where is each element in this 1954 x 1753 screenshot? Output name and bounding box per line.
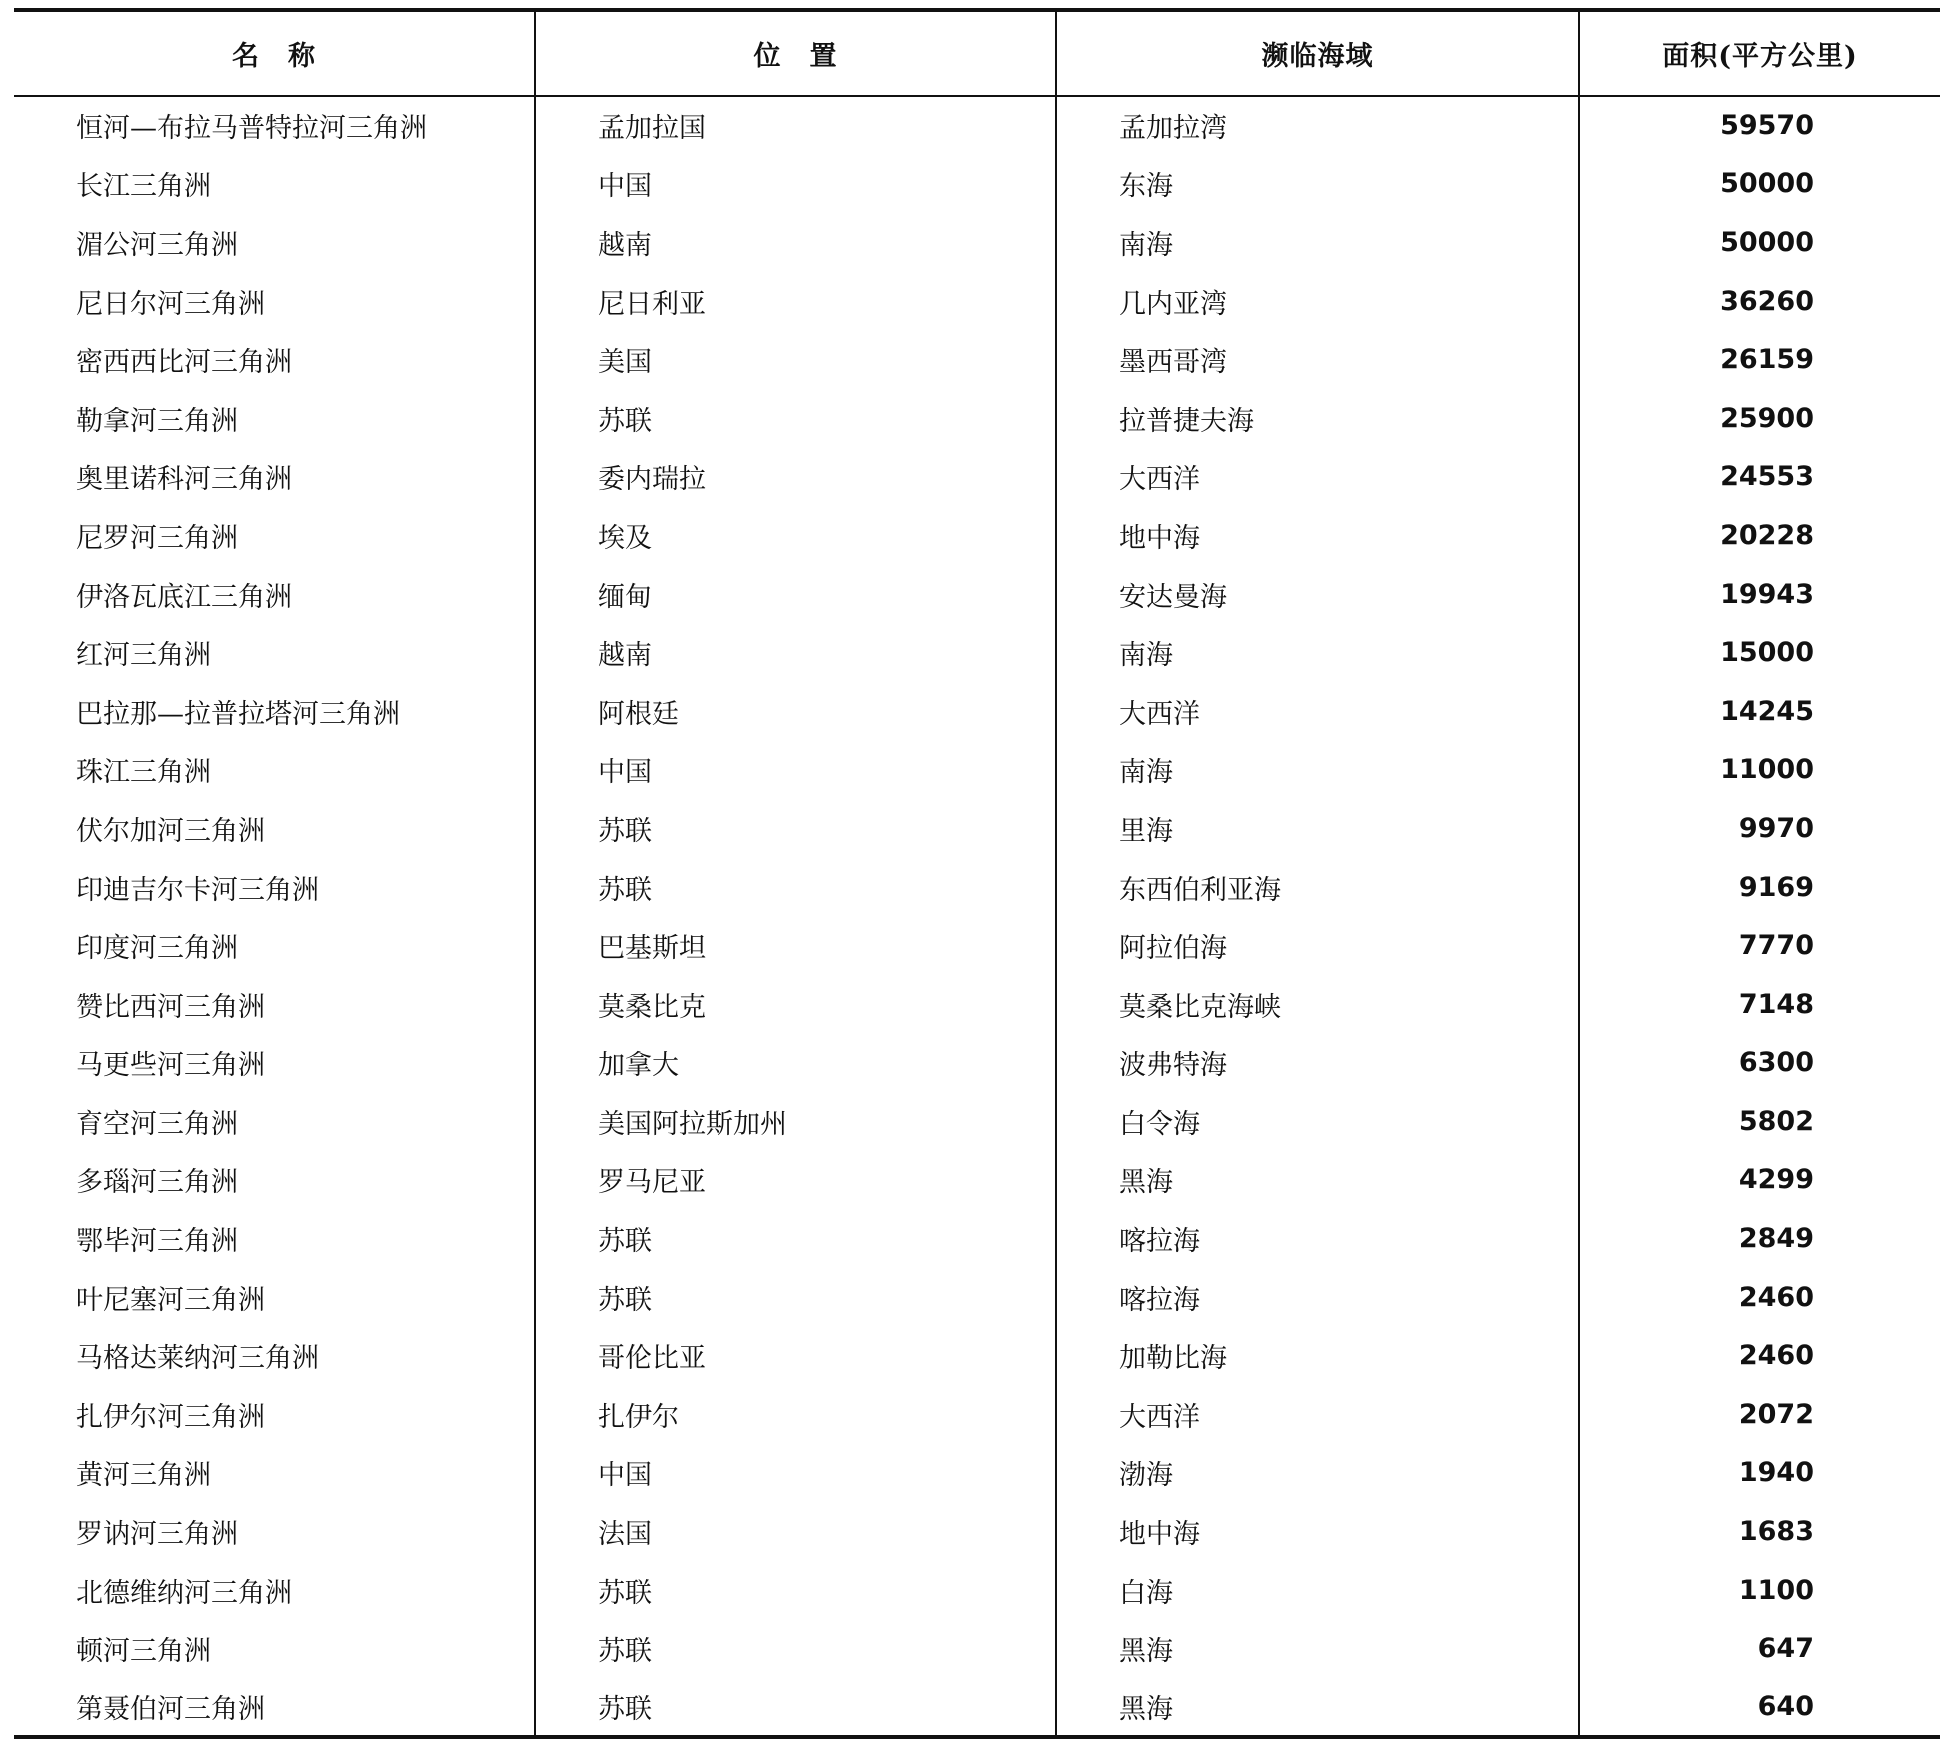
table-row [14,1151,1940,1210]
cell-area: 6300 [1738,1047,1814,1079]
cell-name: 赞比西河三角洲 [14,975,535,1034]
table-row [14,916,1940,975]
cell-location: 苏联 [535,1209,1056,1268]
cell-location: 加拿大 [535,1034,1056,1093]
table-body [14,96,1940,1737]
cell-location: 罗马尼亚 [535,1151,1056,1210]
table-row [14,1561,1940,1620]
cell-location: 中国 [535,155,1056,214]
cell-name: 奥里诺科河三角洲 [14,448,535,507]
table-row [14,155,1940,214]
table-row [14,799,1940,858]
cell-area: 19943 [1720,578,1814,610]
cell-name: 勒拿河三角洲 [14,389,535,448]
table-row [14,1209,1940,1268]
cell-location: 中国 [535,741,1056,800]
table-row [14,389,1940,448]
cell-area: 9970 [1738,812,1814,844]
cell-sea: 阿拉伯海 [1056,916,1579,975]
cell-location: 苏联 [535,858,1056,917]
cell-name: 黄河三角洲 [14,1444,535,1503]
cell-sea: 黑海 [1056,1151,1579,1210]
cell-location: 哥伦比亚 [535,1326,1056,1385]
cell-area: 50000 [1720,226,1814,258]
cell-area: 15000 [1720,637,1814,669]
cell-sea: 几内亚湾 [1056,272,1579,331]
cell-name: 巴拉那—拉普拉塔河三角洲 [14,682,535,741]
cell-area: 647 [1757,1633,1814,1665]
cell-name: 叶尼塞河三角洲 [14,1268,535,1327]
cell-location: 埃及 [535,506,1056,565]
header-name: 名 称 [14,10,535,96]
cell-sea: 东西伯利亚海 [1056,858,1579,917]
cell-sea: 地中海 [1056,506,1579,565]
table-row [14,272,1940,331]
cell-area: 26159 [1720,344,1814,376]
table-row [14,1092,1940,1151]
cell-name: 多瑙河三角洲 [14,1151,535,1210]
cell-location: 莫桑比克 [535,975,1056,1034]
cell-area: 2072 [1738,1398,1814,1430]
cell-location: 美国阿拉斯加州 [535,1092,1056,1151]
table-row [14,1678,1940,1737]
cell-area: 4299 [1738,1164,1814,1196]
cell-location: 越南 [535,213,1056,272]
cell-area: 2460 [1738,1281,1814,1313]
cell-sea: 里海 [1056,799,1579,858]
cell-area: 1683 [1738,1516,1814,1548]
cell-name: 伏尔加河三角洲 [14,799,535,858]
cell-sea: 墨西哥湾 [1056,330,1579,389]
table-row [14,448,1940,507]
cell-sea: 波弗特海 [1056,1034,1579,1093]
cell-area: 24553 [1720,461,1814,493]
cell-sea: 南海 [1056,623,1579,682]
cell-location: 缅甸 [535,565,1056,624]
cell-sea: 莫桑比克海峡 [1056,975,1579,1034]
table-row [14,1385,1940,1444]
cell-area: 11000 [1720,754,1814,786]
cell-sea: 喀拉海 [1056,1268,1579,1327]
cell-sea: 大西洋 [1056,1385,1579,1444]
cell-location: 苏联 [535,799,1056,858]
cell-location: 巴基斯坦 [535,916,1056,975]
cell-sea: 黑海 [1056,1678,1579,1737]
cell-name: 密西西比河三角洲 [14,330,535,389]
cell-location: 中国 [535,1444,1056,1503]
cell-name: 罗讷河三角洲 [14,1502,535,1561]
cell-area: 36260 [1720,285,1814,317]
table-row [14,213,1940,272]
cell-area: 640 [1579,1678,1940,1737]
cell-area: 5802 [1738,1105,1814,1137]
cell-sea: 喀拉海 [1056,1209,1579,1268]
table-row [14,1268,1940,1327]
cell-location: 阿根廷 [535,682,1056,741]
table-row [14,506,1940,565]
cell-name: 印度河三角洲 [14,916,535,975]
table-row [14,1502,1940,1561]
table-row [14,858,1940,917]
header-location: 位 置 [535,10,1056,96]
cell-name: 珠江三角洲 [14,741,535,800]
table-row [14,96,1940,155]
delta-table [14,8,1940,1739]
cell-name: 尼罗河三角洲 [14,506,535,565]
cell-location: 越南 [535,623,1056,682]
cell-sea: 渤海 [1056,1444,1579,1503]
cell-name: 红河三角洲 [14,623,535,682]
cell-sea: 南海 [1056,741,1579,800]
cell-sea: 白海 [1056,1561,1579,1620]
cell-name: 马格达莱纳河三角洲 [14,1326,535,1385]
table-row [14,1326,1940,1385]
cell-sea: 白令海 [1056,1092,1579,1151]
cell-name: 顿河三角洲 [14,1619,535,1678]
cell-location: 孟加拉国 [535,96,1056,155]
table-row [14,975,1940,1034]
cell-location: 尼日利亚 [535,272,1056,331]
header-sea: 濒临海域 [1056,10,1579,96]
cell-sea: 加勒比海 [1056,1326,1579,1385]
cell-location: 苏联 [535,389,1056,448]
cell-sea: 大西洋 [1056,682,1579,741]
cell-location: 扎伊尔 [535,1385,1056,1444]
cell-area: 20228 [1720,519,1814,551]
cell-location: 苏联 [535,1678,1056,1737]
cell-sea: 大西洋 [1056,448,1579,507]
cell-area: 1940 [1738,1457,1814,1489]
cell-sea: 南海 [1056,213,1579,272]
table-row [14,623,1940,682]
cell-sea: 东海 [1056,155,1579,214]
cell-name: 第聂伯河三角洲 [14,1678,535,1737]
header-area: 面积(平方公里) [1579,10,1940,96]
cell-name: 恒河—布拉马普特拉河三角洲 [14,96,535,155]
cell-name: 北德维纳河三角洲 [14,1561,535,1620]
cell-area: 14245 [1720,695,1814,727]
cell-sea: 拉普捷夫海 [1056,389,1579,448]
cell-location: 委内瑞拉 [535,448,1056,507]
cell-name: 马更些河三角洲 [14,1034,535,1093]
cell-location: 苏联 [535,1561,1056,1620]
cell-name: 长江三角洲 [14,155,535,214]
table-row [14,1444,1940,1503]
cell-name: 伊洛瓦底江三角洲 [14,565,535,624]
table-row [14,1034,1940,1093]
cell-location: 苏联 [535,1268,1056,1327]
cell-area: 1100 [1738,1574,1814,1606]
cell-area: 2460 [1738,1340,1814,1372]
table-row [14,565,1940,624]
cell-sea: 安达曼海 [1056,565,1579,624]
cell-sea: 孟加拉湾 [1056,96,1579,155]
cell-area: 9169 [1738,871,1814,903]
cell-location: 法国 [535,1502,1056,1561]
cell-name: 印迪吉尔卡河三角洲 [14,858,535,917]
cell-location: 苏联 [535,1619,1056,1678]
cell-name: 扎伊尔河三角洲 [14,1385,535,1444]
cell-sea: 黑海 [1056,1619,1579,1678]
table-row [14,330,1940,389]
cell-area: 2849 [1738,1223,1814,1255]
cell-area: 59570 [1720,110,1814,142]
cell-area: 7770 [1738,930,1814,962]
cell-area: 50000 [1720,168,1814,200]
table-header [14,10,1940,96]
cell-area: 7148 [1738,988,1814,1020]
table-row [14,682,1940,741]
table-row [14,1619,1940,1678]
cell-sea: 地中海 [1056,1502,1579,1561]
header-row [14,10,1940,96]
cell-name: 尼日尔河三角洲 [14,272,535,331]
cell-name: 湄公河三角洲 [14,213,535,272]
cell-location: 美国 [535,330,1056,389]
cell-name: 育空河三角洲 [14,1092,535,1151]
table-row [14,741,1940,800]
cell-name: 鄂毕河三角洲 [14,1209,535,1268]
cell-area: 25900 [1720,402,1814,434]
